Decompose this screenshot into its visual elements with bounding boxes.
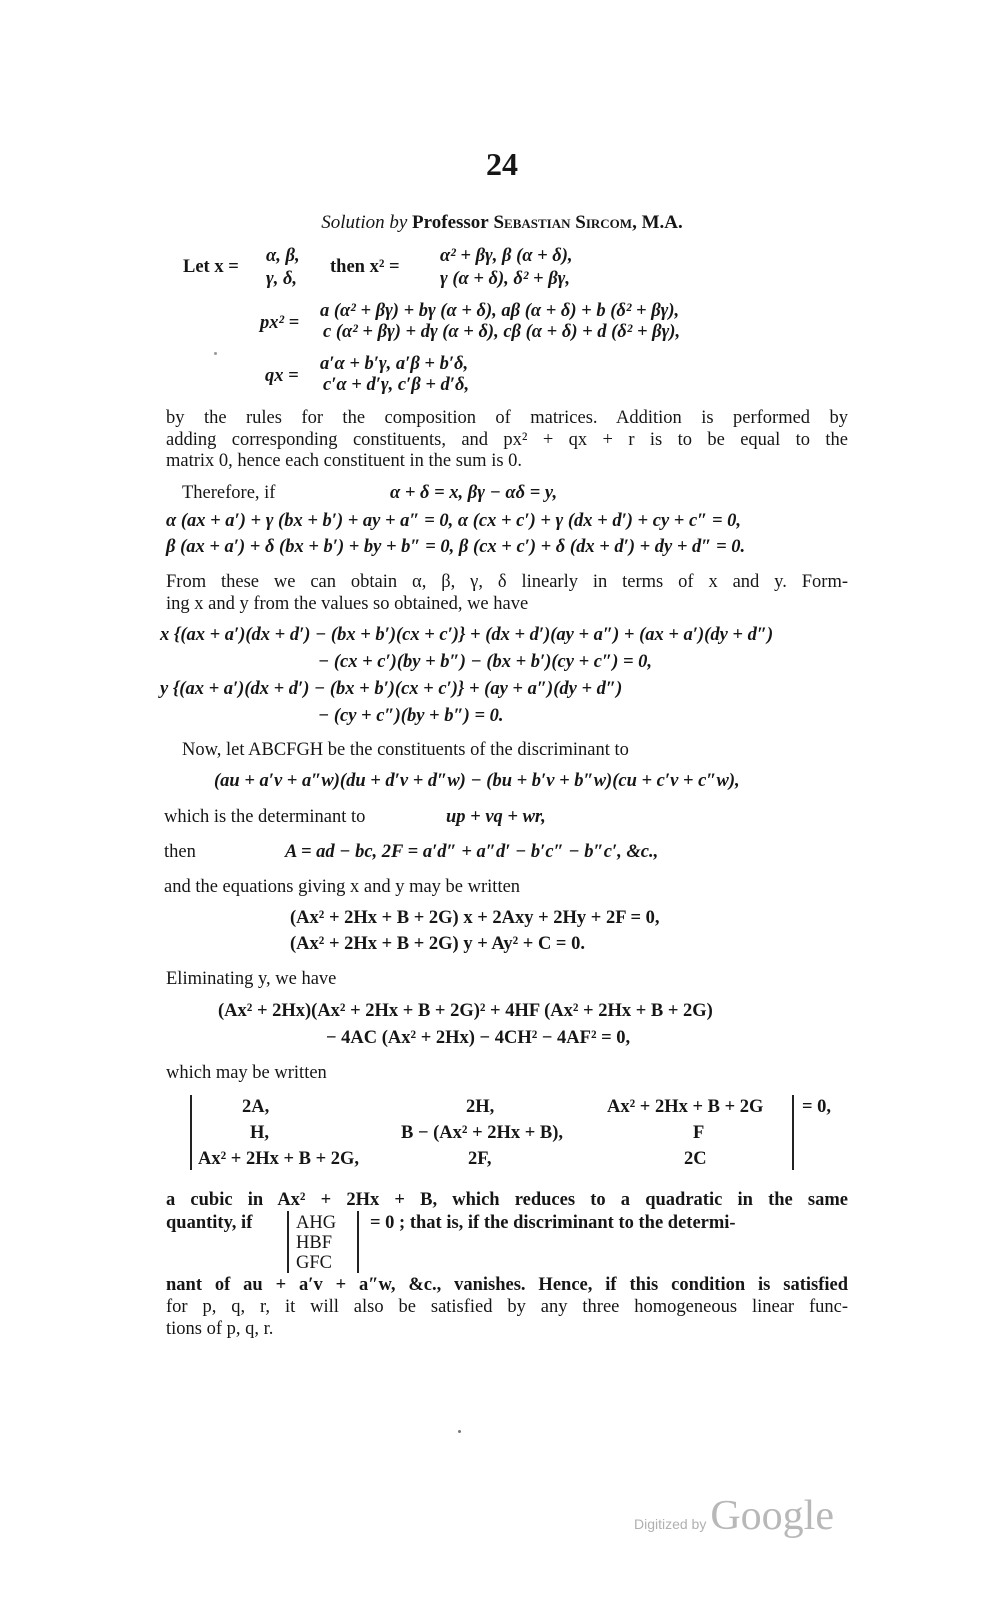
para2-line1: From these we can obtain α, β, γ, δ linearly in terms of x and y. Form- bbox=[166, 572, 848, 592]
digitized-watermark bbox=[634, 1492, 834, 1540]
then-label: then bbox=[164, 842, 196, 862]
det-equals: = 0, bbox=[802, 1097, 832, 1117]
therefore-condition: α + δ = x, βγ − αδ = y, bbox=[390, 483, 558, 503]
final-line-3: nant of au + a′v + a″w, &c., vanishes. Hence, if this condition is satisfied bbox=[166, 1275, 848, 1295]
para1-line1: by the rules for the composition of matrices. Addition is performed by bbox=[166, 408, 848, 428]
xy-equation-1: (Ax² + 2Hx + B + 2G) x + 2Axy + 2Hy + 2F = 0, bbox=[290, 908, 660, 928]
heading-title: Professor bbox=[412, 212, 489, 233]
let-label: Let x = bbox=[183, 257, 239, 277]
google-logo: Google bbox=[710, 1493, 834, 1539]
author-name: Sebastian Sircom bbox=[493, 212, 633, 233]
speck-bottom bbox=[458, 1430, 461, 1433]
which-is-expr: up + vq + wr, bbox=[446, 807, 546, 827]
speck bbox=[214, 352, 217, 355]
xy-equation-2: (Ax² + 2Hx + B + 2G) y + Ay² + C = 0. bbox=[290, 934, 585, 954]
final-line-2b: = 0 ; that is, if the discriminant to the determi- bbox=[370, 1213, 736, 1233]
page-number: 24 bbox=[486, 146, 518, 182]
small-det-row1: AHG bbox=[296, 1213, 337, 1233]
small-det-left-bar bbox=[287, 1211, 289, 1273]
px2-label: px² = bbox=[260, 313, 300, 333]
final-line-5: tions of p, q, r. bbox=[166, 1319, 274, 1339]
system-equation-2: β (ax + a′) + δ (bx + b′) + by + b″ = 0, β (cx + c′) + δ (dx + d′) + dy + d″ = 0. bbox=[166, 537, 746, 557]
watermark-prefix: Digitized by bbox=[633, 1516, 707, 1532]
long-equation-4: − (cy + c″)(by + b″) = 0. bbox=[318, 706, 504, 726]
paragraph-composition bbox=[166, 408, 848, 473]
matrix-x2-row1: α² + βγ, β (α + δ), bbox=[440, 246, 573, 266]
para1-line2: adding corresponding constituents, and px² + qx + r is to be equal to the bbox=[166, 429, 848, 450]
qx-label: qx = bbox=[265, 366, 299, 386]
qx-row2: c′α + d′γ, c′β + d′δ, bbox=[323, 375, 470, 395]
small-det-row2: HBF bbox=[296, 1233, 332, 1253]
small-det-row3: GFC bbox=[296, 1253, 332, 1273]
determinant-left-bar bbox=[190, 1095, 192, 1170]
and-line: and the equations giving x and y may be written bbox=[164, 877, 521, 897]
long-equation-1: x {(ax + a′)(dx + d′) − (bx + b′)(cx + c′)} + (dx + d′)(ay + a″) + (ax + a′)(dy + d″) bbox=[160, 625, 774, 645]
eliminated-equation-1: (Ax² + 2Hx)(Ax² + 2Hx + B + 2G)² + 4HF (Ax² + 2Hx + B + 2G) bbox=[218, 1001, 713, 1021]
det-r2-c3: F bbox=[693, 1123, 705, 1143]
long-equation-3: y {(ax + a′)(dx + d′) − (bx + b′)(cx + c′)} + (ay + a″)(dy + d″) bbox=[160, 679, 623, 699]
det-r2-c2: B − (Ax² + 2Hx + B), bbox=[401, 1123, 564, 1143]
determinant-right-bar bbox=[792, 1095, 794, 1170]
matrix-x-row1: α, β, bbox=[266, 246, 300, 266]
then-x2-label: then x² = bbox=[330, 257, 400, 277]
author-degree: , M.A. bbox=[632, 212, 683, 233]
discriminant-equation: (au + a′v + a″w)(du + d′v + d″w) − (bu + b′v + b″w)(cu + c′v + c″w), bbox=[214, 771, 740, 791]
qx-row1: a′α + b′γ, a′β + b′δ, bbox=[320, 354, 469, 374]
det-r3-c3: 2C bbox=[684, 1149, 707, 1169]
det-r1-c3: Ax² + 2Hx + B + 2G bbox=[607, 1097, 764, 1117]
det-r1-c2: 2H, bbox=[466, 1097, 495, 1117]
det-r3-c1: Ax² + 2Hx + B + 2G, bbox=[198, 1149, 360, 1169]
matrix-x-row2: γ, δ, bbox=[266, 269, 298, 289]
px2-row1: a (α² + βγ) + bγ (α + δ), aβ (α + δ) + b (δ² + βγ), bbox=[320, 301, 680, 321]
heading-prefix: Solution by bbox=[321, 212, 408, 233]
paragraph-linear bbox=[166, 572, 848, 615]
matrix-x2-row2: γ (α + δ), δ² + βγ, bbox=[440, 269, 571, 289]
eliminated-equation-2: − 4AC (Ax² + 2Hx) − 4CH² − 4AF² = 0, bbox=[326, 1028, 631, 1048]
det-r3-c2: 2F, bbox=[468, 1149, 492, 1169]
solution-heading bbox=[0, 212, 1004, 234]
small-det-right-bar bbox=[357, 1211, 359, 1273]
para1-line3: matrix 0, hence each constituent in the sum is 0. bbox=[166, 451, 523, 471]
final-line-1: a cubic in Ax² + 2Hx + B, which reduces to a quadratic in the same bbox=[166, 1190, 848, 1210]
then-expr: A = ad − bc, 2F = a′d″ + a″d′ − b′c″ − b″c′, &c., bbox=[285, 842, 659, 862]
eliminating-line: Eliminating y, we have bbox=[166, 969, 337, 989]
which-is-line: which is the determinant to bbox=[164, 807, 366, 827]
written-line: which may be written bbox=[166, 1063, 327, 1083]
para2-line2: ing x and y from the values so obtained, we have bbox=[166, 593, 529, 614]
final-line-2a: quantity, if bbox=[166, 1213, 253, 1233]
therefore-label: Therefore, if bbox=[182, 483, 276, 503]
long-equation-2: − (cx + c′)(by + b″) − (bx + b′)(cy + c″) = 0, bbox=[318, 652, 653, 672]
px2-row2: c (α² + βγ) + dγ (α + δ), cβ (α + δ) + d (δ² + βγ), bbox=[323, 322, 681, 342]
system-equation-1: α (ax + a′) + γ (bx + b′) + ay + a″ = 0, α (cx + c′) + γ (dx + d′) + cy + c″ = 0, bbox=[166, 511, 742, 531]
now-line: Now, let ABCFGH be the constituents of the discriminant to bbox=[182, 740, 629, 760]
det-r2-c1: H, bbox=[250, 1123, 270, 1143]
det-r1-c1: 2A, bbox=[242, 1097, 270, 1117]
final-line-4: for p, q, r, it will also be satisfied by any three homogeneous linear func- bbox=[166, 1297, 848, 1317]
